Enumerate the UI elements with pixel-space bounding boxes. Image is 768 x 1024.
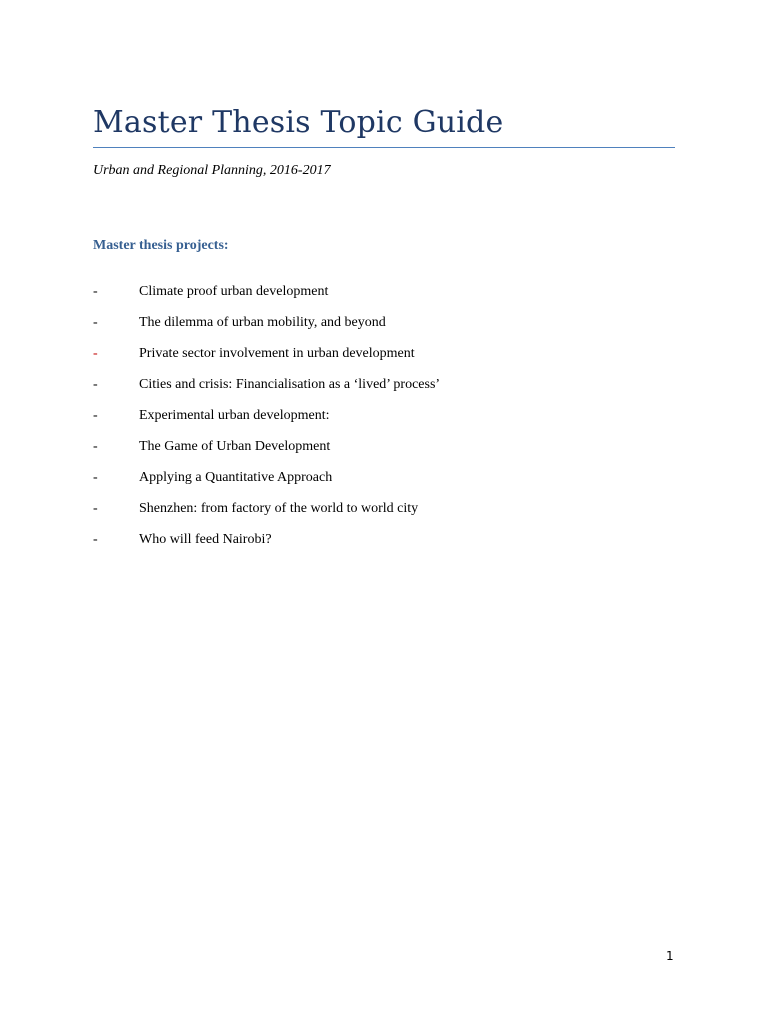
list-dash: -	[93, 532, 98, 547]
project-label: Applying a Quantitative Approach	[139, 470, 333, 485]
project-label: The dilemma of urban mobility, and beyond	[139, 315, 386, 330]
list-dash: -	[93, 470, 98, 485]
project-label: Shenzhen: from factory of the world to world city	[139, 501, 419, 516]
project-label: Cities and crisis: Financialisation as a ‘lived’ process’	[139, 377, 441, 392]
project-label: The Game of Urban Development	[139, 439, 331, 454]
project-label: Who will feed Nairobi?	[139, 532, 272, 547]
list-dash: -	[93, 377, 98, 392]
document-subtitle: Urban and Regional Planning, 2016-2017	[93, 163, 331, 178]
section-heading: Master thesis projects:	[93, 238, 229, 253]
list-dash-red: -	[93, 346, 98, 361]
list-dash: -	[93, 501, 98, 516]
project-label: Climate proof urban development	[139, 284, 329, 299]
list-dash: -	[93, 315, 98, 330]
page-number: 1	[666, 949, 674, 963]
title-underline-rule	[93, 147, 675, 148]
document-title: Master Thesis Topic Guide	[93, 105, 504, 140]
list-dash: -	[93, 408, 98, 423]
project-label: Experimental urban development:	[139, 408, 330, 423]
list-dash: -	[93, 439, 98, 454]
project-label: Private sector involvement in urban development	[139, 346, 415, 361]
list-dash: -	[93, 284, 98, 299]
